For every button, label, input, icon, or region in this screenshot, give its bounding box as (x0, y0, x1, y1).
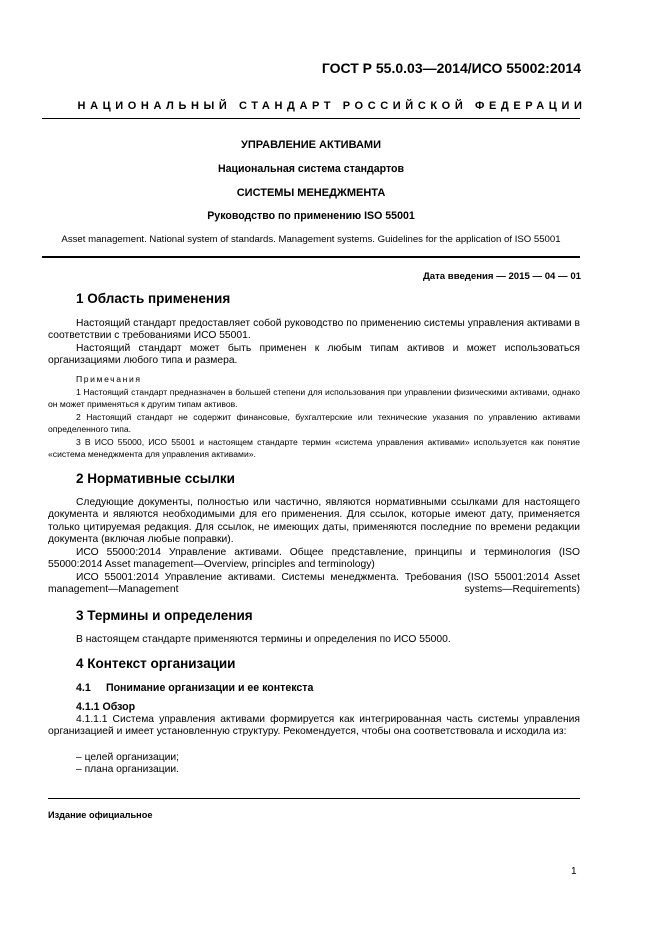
note-1: 1 Настоящий стандарт предназначен в большей степени для использования при управлении физическими активами, однако он может применяться к другим типам активов. (48, 387, 580, 409)
subsection-4-1-heading (76, 682, 313, 694)
official-edition-label: Издание официальное (48, 810, 153, 820)
subsubsection-heading: 4.1.1 Обзор (76, 701, 136, 713)
list-item: – целей организации; (76, 752, 179, 763)
section-2-heading: 2 Нормативные ссылки (76, 471, 235, 486)
page-number: 1 (571, 866, 577, 877)
normative-reference-2: ИСО 55001:2014 Управление активами. Системы менеджмента. Требования (ISO 55001:2014 Asset management—Management systems—Requirements) (48, 572, 580, 596)
section-3-paragraph-1: В настоящем стандарте применяются термины и определения по ИСО 55000. (76, 634, 451, 645)
title-line-1: УПРАВЛЕНИЕ АКТИВАМИ (241, 139, 381, 151)
notes-title: Примечания (76, 374, 142, 384)
footer-rule (48, 798, 580, 799)
introduction-date: Дата введения — 2015 — 04 — 01 (422, 271, 581, 282)
title-rule (42, 256, 580, 258)
section-2-paragraph-1: Следующие документы, полностью или частично, являются нормативными ссылками для настоящего документа и являются необходимыми для его применения. Для ссылок, которые имеют дату, применяется только цитируемая редакция. Для ссылок, не имеющих даты, применяются последние по времени редакции документа (включая любые поправки). (48, 497, 580, 546)
section-3-heading: 3 Термины и определения (76, 608, 253, 623)
section-4-heading: 4 Контекст организации (76, 656, 236, 671)
english-title: Asset management. National system of standards. Management systems. Guidelines for the application of ISO 55001 (61, 234, 561, 245)
national-standard-banner: НАЦИОНАЛЬНЫЙ СТАНДАРТ РОССИЙСКОЙ ФЕДЕРАЦИИ (77, 100, 587, 112)
title-line-3: СИСТЕМЫ МЕНЕДЖМЕНТА (236, 187, 386, 199)
list-item: – плана организации. (76, 764, 180, 775)
normative-reference-1: ИСО 55000:2014 Управление активами. Общее представление, принципы и терминология (ISO 55000:2014 Asset management—Overview, principles and terminology) (48, 547, 580, 571)
title-line-4: Руководство по применению ISO 55001 (207, 210, 415, 222)
note-2: 2 Настоящий стандарт не содержит финансовые, бухгалтерские или технические указания по управлению активами определенного типа. (48, 412, 580, 434)
note-3: 3 В ИСО 55000, ИСО 55001 и настоящем стандарте термин «система управления активами» используется как понятие «система менеджмента для управления активами». (48, 437, 580, 459)
subsection-title: Понимание организации и ее контекста (105, 682, 314, 694)
gost-number: ГОСТ Р 55.0.03—2014/ИСО 55002:2014 (321, 60, 581, 76)
subsection-number: 4.1 (76, 682, 91, 694)
section-1-paragraph-2: Настоящий стандарт может быть применен к любым типам активов и может использоваться организациями любого типа и размера. (48, 343, 580, 367)
title-line-2: Национальная система стандартов (217, 163, 405, 175)
section-1-paragraph-1: Настоящий стандарт предоставляет собой руководство по применению системы управления активами в соответствии с требованиями ИСО 55001. (48, 318, 580, 342)
header-rule (42, 118, 580, 119)
section-1-heading: 1 Область применения (76, 291, 231, 306)
section-4-paragraph-1: 4.1.1.1 Система управления активами формируется как интегрированная часть системы управления организацией и имеет установленную структуру. Рекомендуется, чтобы она соответствовала и исходила из: (48, 714, 580, 738)
